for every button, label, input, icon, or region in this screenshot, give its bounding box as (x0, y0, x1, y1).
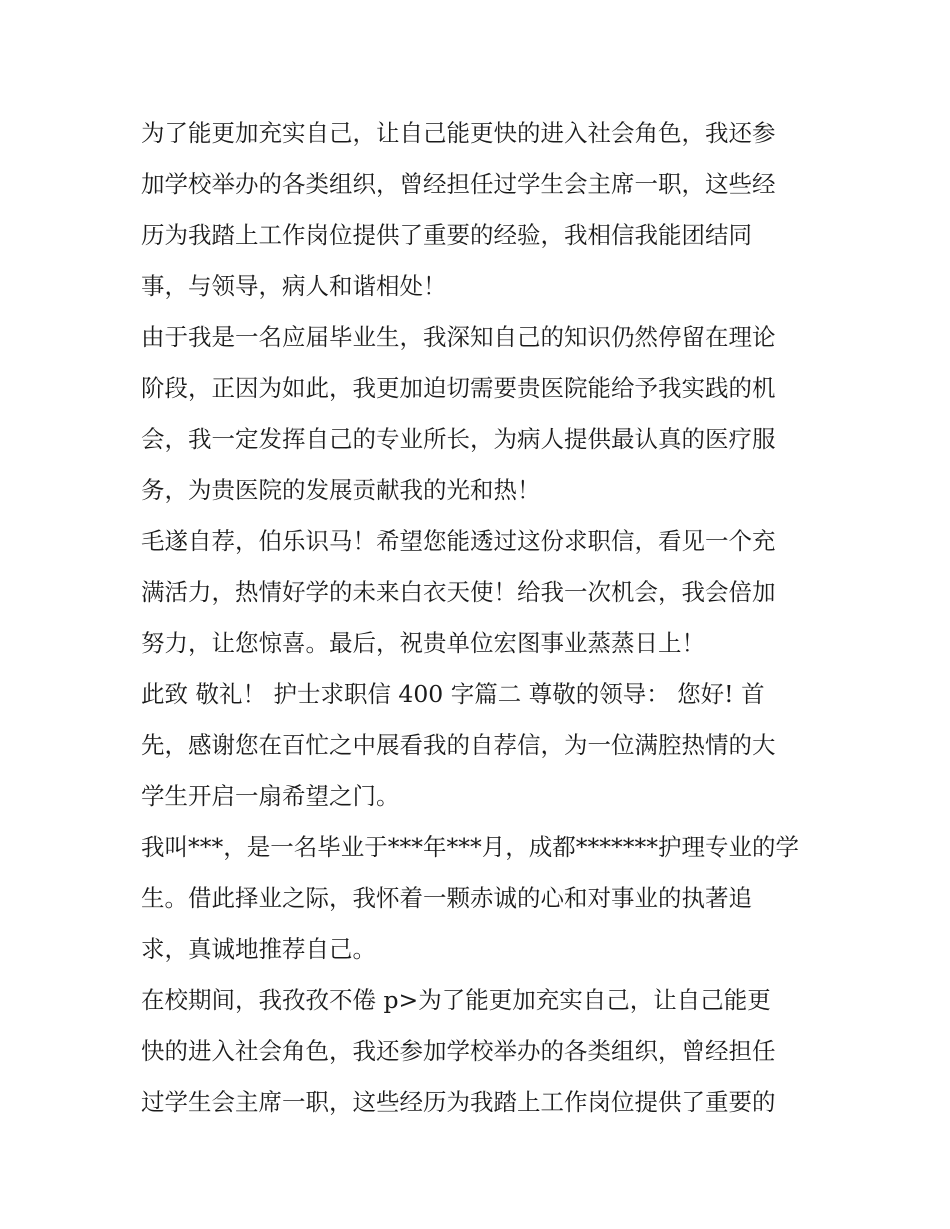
text-line: 此致 敬礼！ 护士求职信 400 字篇二 尊敬的领导： 您好! 首 (141, 680, 765, 708)
text-line: 由于我是一名应届毕业生，我深知自己的知识仍然停留在理论 (141, 323, 776, 351)
text-line: 过学生会主席一职，这些经历为我踏上工作岗位提供了重要的 (141, 1088, 776, 1116)
paragraph-2 (141, 312, 821, 516)
paragraph-3 (141, 516, 821, 669)
text-line: 加学校举办的各类组织，曾经担任过学生会主席一职，这些经 (141, 170, 776, 198)
text-line: 快的进入社会角色，我还参加学校举办的各类组织，曾经担任 (141, 1037, 776, 1065)
paragraph-4 (141, 669, 821, 822)
text-line: 事，与领导，病人和谐相处！ (141, 272, 447, 300)
paragraph-5 (141, 822, 821, 975)
paragraph-1 (141, 108, 821, 312)
text-line: 我叫***，是一名毕业于***年***月，成都*******护理专业的学 (141, 833, 799, 861)
text-line: 生。借此择业之际，我怀着一颗赤诚的心和对事业的执著追 (141, 884, 752, 912)
text-line: 毛遂自荐，伯乐识马！希望您能透过这份求职信，看见一个充 (141, 527, 776, 555)
text-line: 阶段，正因为如此，我更加迫切需要贵医院能给予我实践的机 (141, 374, 776, 402)
text-line: 为了能更加充实自己，让自己能更快的进入社会角色，我还参 (141, 119, 776, 147)
text-line: 会，我一定发挥自己的专业所长，为病人提供最认真的医疗服 (141, 425, 776, 453)
text-line: 务，为贵医院的发展贡献我的光和热！ (141, 476, 541, 504)
text-line: 学生开启一扇希望之门。 (141, 782, 400, 810)
text-line: 求，真诚地推荐自己。 (141, 935, 376, 963)
document-body (141, 108, 821, 1128)
text-line: 努力，让您惊喜。最后，祝贵单位宏图事业蒸蒸日上！ (141, 629, 705, 657)
text-line: 在校期间，我孜孜不倦 p>为了能更加充实自己，让自己能更 (141, 986, 771, 1014)
text-line: 先，感谢您在百忙之中展看我的自荐信，为一位满腔热情的大 (141, 731, 776, 759)
text-line: 满活力，热情好学的未来白衣天使！给我一次机会，我会倍加 (141, 578, 776, 606)
paragraph-6 (141, 975, 821, 1128)
text-line: 历为我踏上工作岗位提供了重要的经验，我相信我能团结同 (141, 221, 752, 249)
